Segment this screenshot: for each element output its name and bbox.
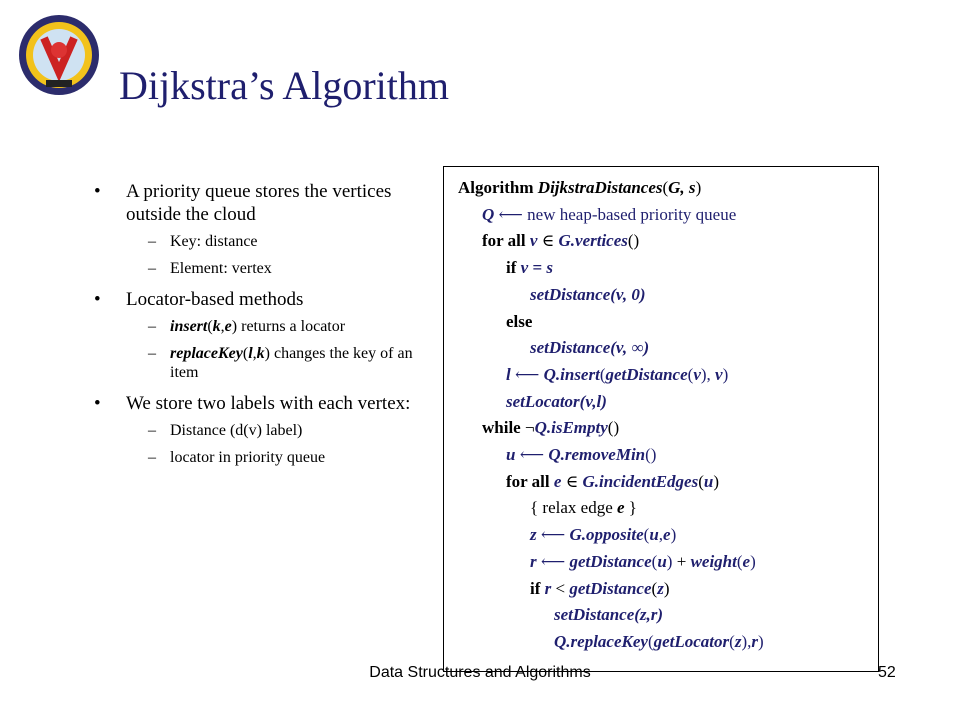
sub-item: – Distance (d(v) label) bbox=[148, 422, 303, 439]
bullet-item: • We store two labels with each vertex: – Distance (d(v) label) – locator in priority queue bbox=[94, 392, 424, 467]
algo-line: setDistance(v, ∞) bbox=[530, 338, 650, 358]
algo-header: Algorithm DijkstraDistances(G, s) bbox=[458, 178, 702, 197]
algorithm-box bbox=[443, 166, 879, 672]
algo-line: else bbox=[506, 311, 533, 331]
sub-item: – Key: distance bbox=[148, 233, 258, 250]
sub-item: – replaceKey(l,k) changes the key of an item bbox=[148, 345, 413, 381]
algo-line: for all e ∈ G.incidentEdges(u) bbox=[506, 471, 720, 491]
algo-line: setLocator(v,l) bbox=[506, 391, 607, 411]
algo-line: for all v ∈ G.vertices() bbox=[482, 231, 640, 251]
slide-title: Dijkstra’s Algorithm bbox=[119, 63, 449, 108]
algo-line: z ⟵ G.opposite(u,e) bbox=[530, 525, 677, 545]
algo-line: u ⟵ Q.removeMin() bbox=[506, 445, 657, 465]
sub-item: – Element: vertex bbox=[148, 260, 272, 277]
algo-line: setDistance(z,r) bbox=[554, 605, 664, 625]
sub-item: – locator in priority queue bbox=[148, 449, 326, 466]
algo-line: r ⟵ getDistance(u) + weight(e) bbox=[530, 551, 756, 571]
bullet-item: • Locator-based methods – insert(k,e) returns a locator – replaceKey(l,k) changes the key of an item bbox=[94, 288, 424, 382]
algo-line: while ¬Q.isEmpty() bbox=[482, 418, 620, 438]
footer-course: Data Structures and Algorithms bbox=[369, 664, 591, 681]
algo-line: { relax edge e } bbox=[530, 498, 637, 518]
algo-line: Q ⟵ new heap-based priority queue bbox=[482, 204, 737, 224]
algo-line: Q.replaceKey(getLocator(z),r) bbox=[554, 631, 764, 651]
algo-line: if r < getDistance(z) bbox=[530, 578, 670, 598]
algo-line: setDistance(v, 0) bbox=[530, 284, 646, 304]
sub-item: – insert(k,e) returns a locator bbox=[148, 318, 346, 335]
algo-line: l ⟵ Q.insert(getDistance(v), v) bbox=[506, 364, 729, 384]
bullet-item: • A priority queue stores the vertices outside the cloud – Key: distance – Element: vertex bbox=[94, 180, 424, 278]
algo-line: if v = s bbox=[506, 258, 553, 278]
institute-logo bbox=[14, 10, 104, 100]
page-number: 52 bbox=[878, 664, 896, 681]
bullet-list bbox=[94, 180, 424, 477]
